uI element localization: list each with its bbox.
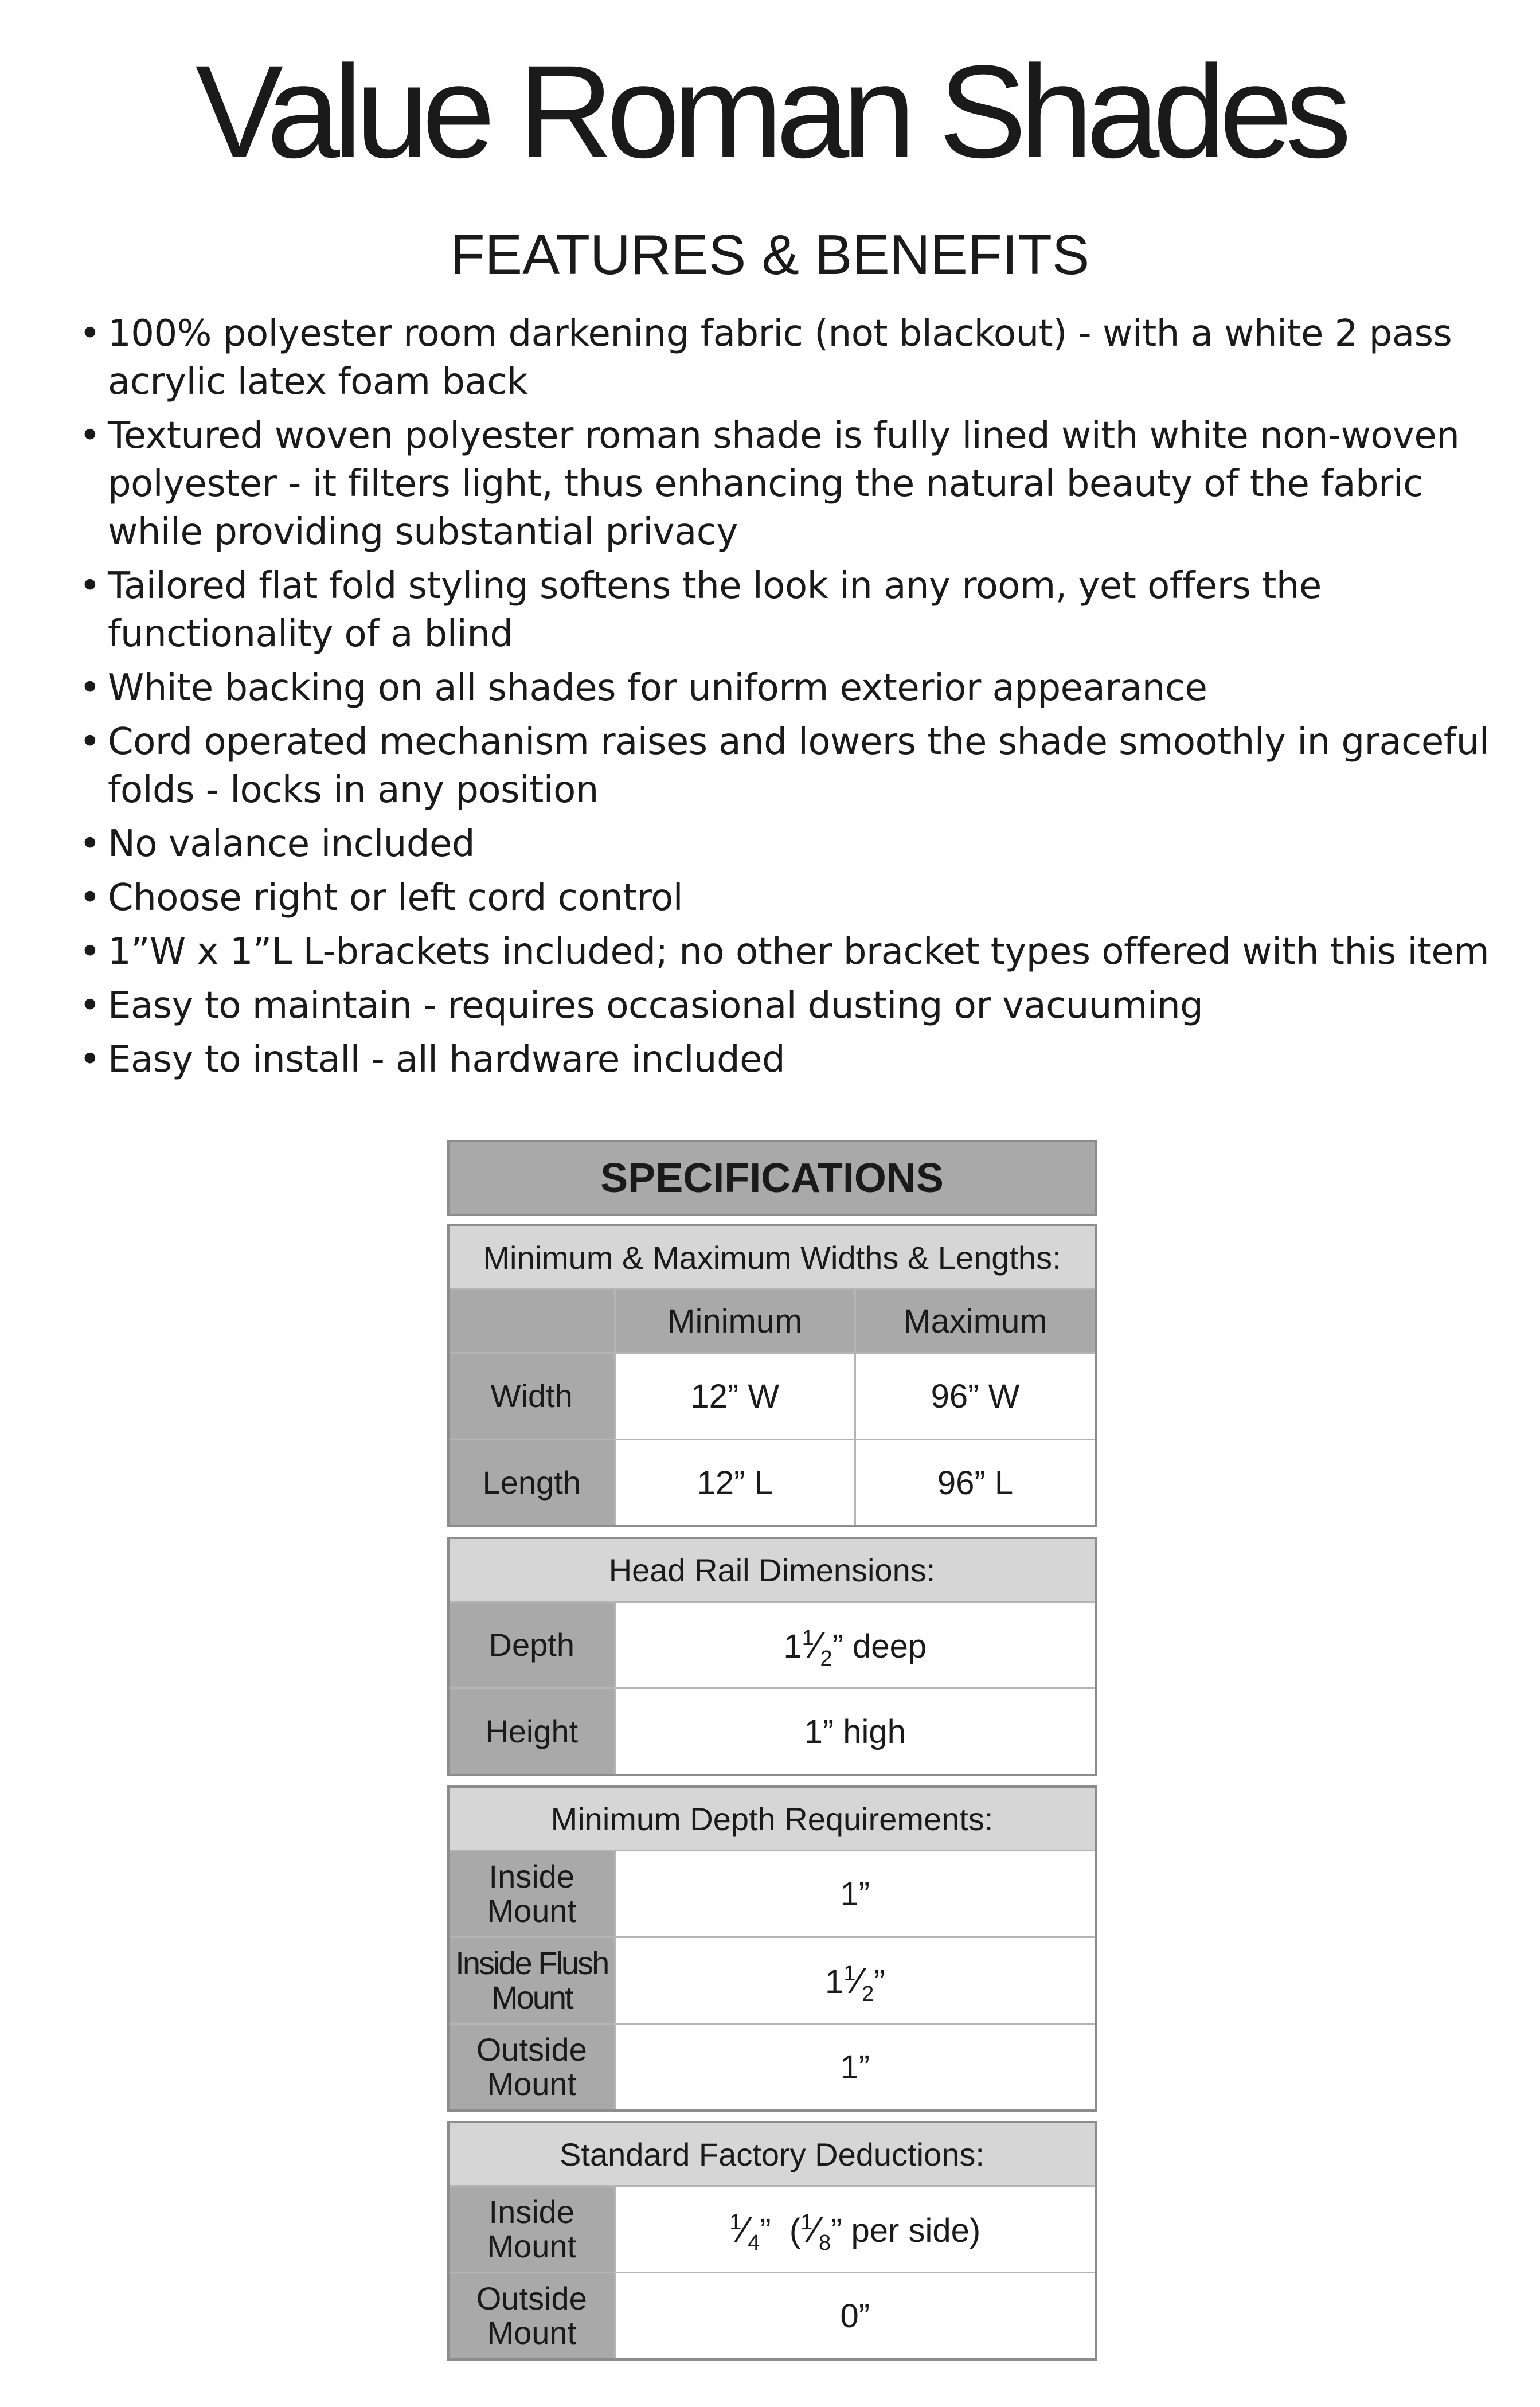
feature-item [79,718,1501,814]
depth-whole: 1 [783,1628,802,1665]
features-heading: FEATURES & BENEFITS [450,223,1090,286]
inside-flush-mount-label: Inside Flush Mount [448,1937,615,2024]
depth-numerator: 1 [802,1626,814,1650]
widths-lengths-table [447,1224,1097,1527]
minimum-column-header: Minimum [615,1290,855,1353]
feature-text: Easy to install - all hardware included [108,1038,785,1081]
feature-item [79,820,1501,868]
width-label: Width [448,1353,615,1440]
feature-item [79,562,1501,658]
page-title: Value Roman Shades [195,38,1345,185]
specifications-header: SPECIFICATIONS [447,1140,1097,1216]
feature-text: Textured woven polyester roman shade is fully lined with white non-woven polyester - it filters light, thus enhancing the natural beauty of the fabric while providing substantial privacy [108,415,1460,553]
feature-text: Cord operated mechanism raises and lowers the shade smoothly in graceful folds - locks in any position [108,721,1490,811]
deduction-inside-mount-value: $^1⁄_4$” ($^1⁄_8$” per side) [615,2186,1096,2273]
feature-text: 100% polyester room darkening fabric (not blackout) - with a white 2 pass acrylic latex foam back [108,312,1452,403]
feature-item [79,1036,1501,1084]
depth-unit: ” deep [832,1628,927,1665]
minimum-depth-title: Minimum Depth Requirements: [448,1787,1096,1851]
widths-lengths-title: Minimum & Maximum Widths & Lengths: [448,1225,1096,1290]
height-number: 1 [804,1713,823,1750]
feature-text: 1”W x 1”L L-brackets included; no other bracket types offered with this item [108,931,1490,973]
feature-item [79,874,1501,922]
corner-cell [448,1290,615,1353]
depth-denominator: 2 [820,1647,832,1671]
deductions-table [447,2121,1097,2361]
width-max-value: 96” W [855,1353,1096,1440]
feature-item [79,412,1501,556]
height-value [615,1689,1096,1776]
feature-text: Choose right or left cord control [108,877,683,919]
width-min-value: 12” W [615,1353,855,1440]
feature-item [79,310,1501,406]
bullet-icon: • [79,1038,101,1081]
length-label: Length [448,1440,615,1527]
inside-mount-value: 1” [615,1851,1096,1937]
deduction-inside-mount-label: Inside Mount [448,2186,615,2273]
head-rail-table [447,1537,1097,1776]
bullet-icon: • [79,984,101,1027]
deduction-outside-mount-value: 0” [615,2273,1096,2360]
feature-text: No valance included [108,823,475,865]
bullet-icon: • [79,721,101,763]
bullet-icon: • [79,931,101,973]
outside-mount-value: 1” [615,2024,1096,2111]
height-unit: ” high [822,1713,906,1750]
feature-text: Tailored flat fold styling softens the look in any room, yet offers the functionality of a blind [108,565,1322,655]
length-min-value: 12” L [615,1440,855,1527]
inside-flush-mount-value: $1^1⁄_2$” [615,1937,1096,2024]
outside-mount-label: Outside Mount [448,2024,615,2111]
deductions-title: Standard Factory Deductions: [448,2122,1096,2186]
bullet-icon: • [79,565,101,607]
depth-label: Depth [448,1602,615,1689]
minimum-depth-table [447,1785,1097,2112]
bullet-icon: • [79,312,101,355]
feature-text: White backing on all shades for uniform exterior appearance [108,667,1207,709]
maximum-column-header: Maximum [855,1290,1096,1353]
specifications-panel [447,1140,1097,2370]
feature-item [79,664,1501,712]
height-label: Height [448,1689,615,1776]
bullet-icon: • [79,415,101,457]
feature-text: Easy to maintain - requires occasional dusting or vacuuming [108,984,1203,1027]
features-list [79,310,1501,1089]
inside-mount-label: Inside Mount [448,1851,615,1937]
head-rail-title: Head Rail Dimensions: [448,1538,1096,1602]
feature-item [79,928,1501,976]
bullet-icon: • [79,823,101,865]
feature-item [79,982,1501,1030]
depth-value: $1^1⁄_2$” deep [615,1602,1096,1689]
length-max-value: 96” L [855,1440,1096,1527]
bullet-icon: • [79,877,101,919]
deduction-outside-mount-label: Outside Mount [448,2273,615,2360]
bullet-icon: • [79,667,101,709]
